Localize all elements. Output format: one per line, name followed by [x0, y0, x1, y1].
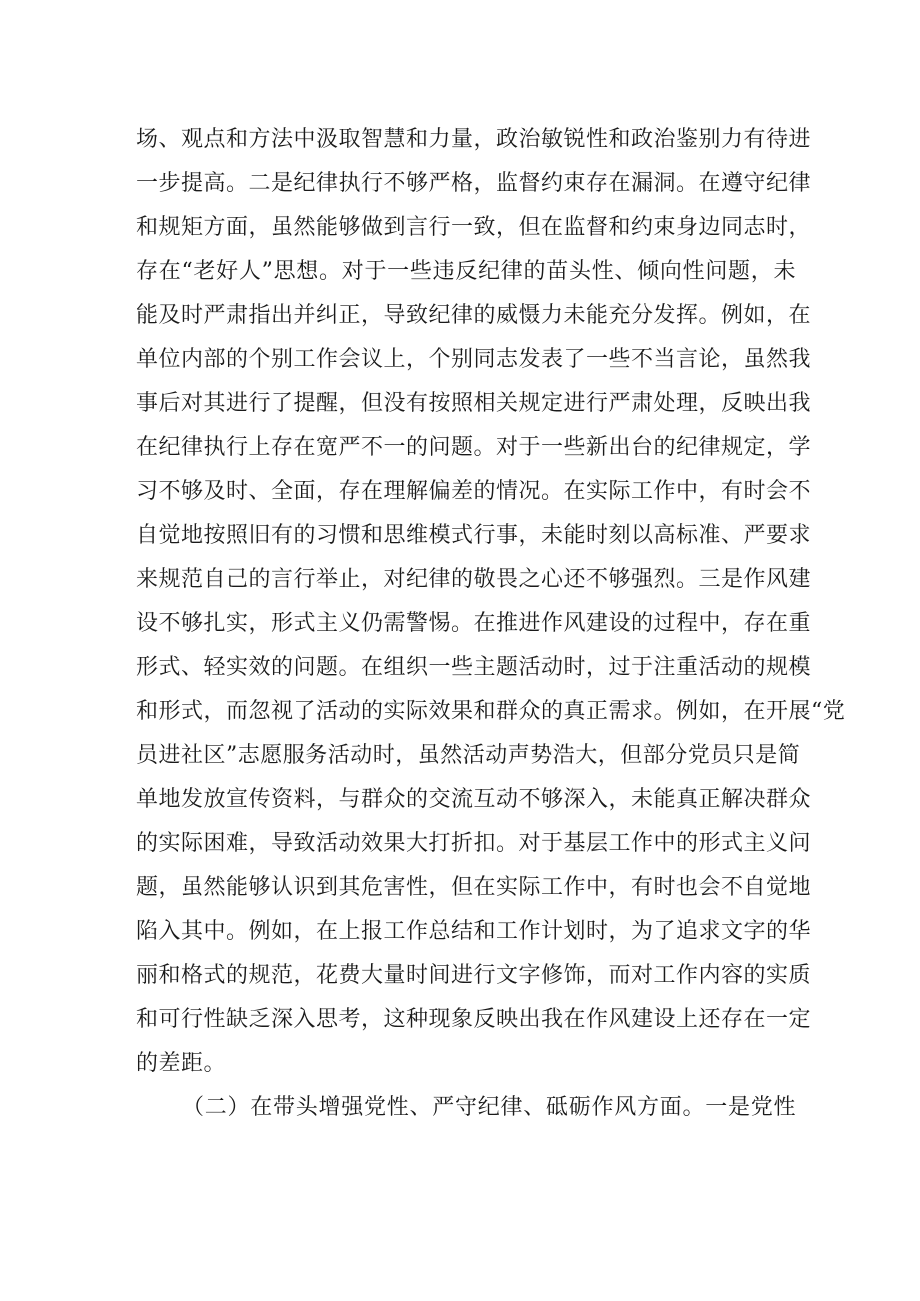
paragraph-line: 和规矩方面，虽然能够做到言行一致，但在监督和约束身边同志时，: [136, 215, 812, 240]
paragraph-line: 存在“老好人”思想。对于一些违反纪律的苗头性、倾向性问题，未: [136, 259, 796, 284]
paragraph-line: 单地发放宣传资料，与群众的交流互动不够深入，未能真正解决群众: [136, 787, 812, 812]
paragraph-line: 来规范自己的言行举止，对纪律的敬畏之心还不够强烈。三是作风建: [136, 567, 812, 592]
paragraph-line-last: 的差距。: [136, 1051, 227, 1076]
paragraph-line: 场、观点和方法中汲取智慧和力量，政治敏锐性和政治鉴别力有待进: [136, 127, 812, 152]
paragraph-line: 一步提高。二是纪律执行不够严格，监督约束存在漏洞。在遵守纪律: [136, 171, 812, 196]
section-heading: （二）在带头增强党性、严守纪律、砥砺作风方面。一是党性: [182, 1095, 796, 1120]
paragraph-line: 员进社区”志愿服务活动时，虽然活动声势浩大，但部分党员只是简: [136, 743, 801, 768]
paragraph-line: 和形式，而忽视了活动的实际效果和群众的真正需求。例如，在开展“党: [136, 699, 846, 724]
paragraph-line: 习不够及时、全面，存在理解偏差的情况。在实际工作中，有时会不: [136, 479, 812, 504]
paragraph-line: 设不够扎实，形式主义仍需警惕。在推进作风建设的过程中，存在重: [136, 611, 812, 636]
paragraph-line: 能及时严肃指出并纠正，导致纪律的威慑力未能充分发挥。例如，在: [136, 303, 812, 328]
paragraph-line: 事后对其进行了提醒，但没有按照相关规定进行严肃处理，反映出我: [136, 391, 812, 416]
paragraph-line: 单位内部的个别工作会议上，个别同志发表了一些不当言论，虽然我: [136, 347, 812, 372]
paragraph-line: 的实际困难，导致活动效果大打折扣。对于基层工作中的形式主义问: [136, 831, 812, 856]
paragraph-line: 丽和格式的规范，花费大量时间进行文字修饰，而对工作内容的实质: [136, 963, 812, 988]
paragraph-line: 陷入其中。例如，在上报工作总结和工作计划时，为了追求文字的华: [136, 919, 812, 944]
paragraph-line: 在纪律执行上存在宽严不一的问题。对于一些新出台的纪律规定，学: [136, 435, 812, 460]
paragraph-line: 自觉地按照旧有的习惯和思维模式行事，未能时刻以高标准、严要求: [136, 523, 812, 548]
paragraph-line: 和可行性缺乏深入思考，这种现象反映出我在作风建设上还存在一定: [136, 1007, 812, 1032]
paragraph-line: 形式、轻实效的问题。在组织一些主题活动时，过于注重活动的规模: [136, 655, 812, 680]
paragraph-line: 题，虽然能够认识到其危害性，但在实际工作中，有时也会不自觉地: [136, 875, 812, 900]
